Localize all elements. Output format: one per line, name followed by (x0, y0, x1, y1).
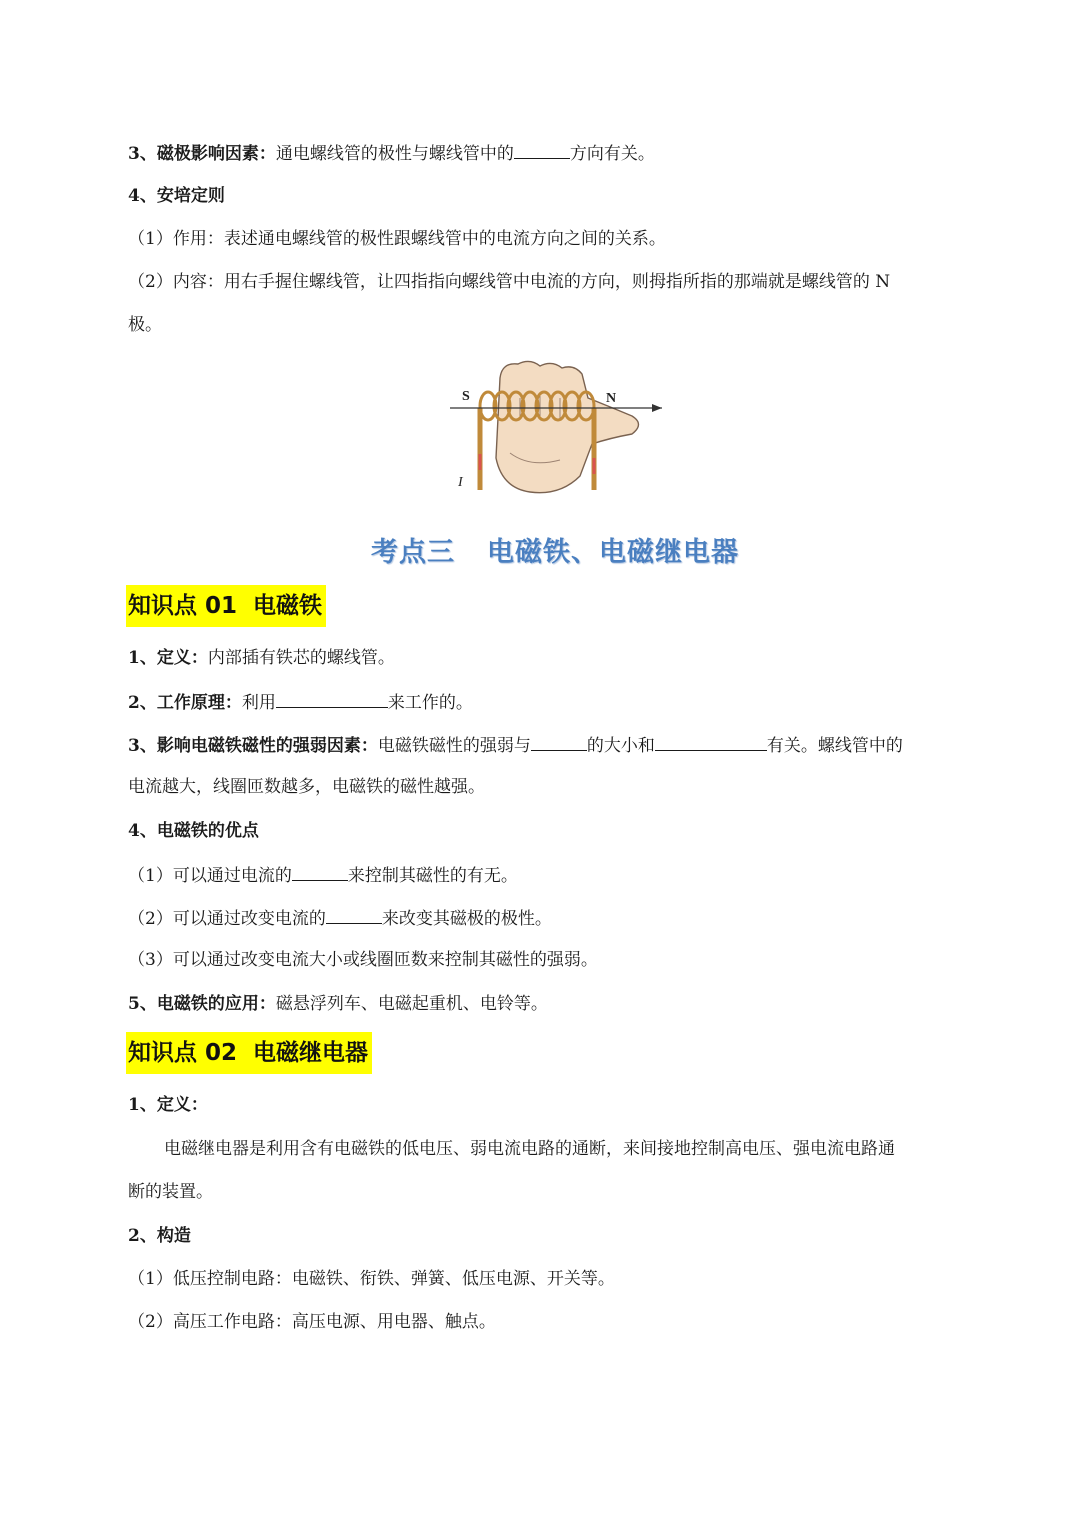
kp1-title-num: 01 (205, 593, 238, 619)
kp1-adv2-a: （2）可以通过改变电流的 (128, 909, 326, 929)
kp1-factor (128, 732, 903, 758)
kp1-title-a: 知识点 (128, 593, 206, 619)
section-title (0, 530, 1080, 569)
item3-paragraph (128, 140, 655, 166)
kp1-definition (128, 646, 395, 670)
kp2-title-num: 02 (205, 1040, 238, 1066)
item4-p2-line1: （2）内容：用右手握住螺线管，让四指指向螺线管中电流的方向，则拇指所指的那端就是螺线管的 N (128, 272, 891, 292)
kp1-adv-heading: 4、电磁铁的优点 (128, 821, 259, 841)
fill-blank[interactable] (514, 140, 570, 159)
kp1-factor-a: 电磁铁磁性的强弱与 (377, 736, 531, 756)
kp1-app-text: 磁悬浮列车、电磁起重机、电铃等。 (275, 994, 548, 1014)
kp1-principle-label: 2、工作原理： (128, 693, 242, 713)
kp2-title (126, 1032, 372, 1074)
kp1-application (128, 992, 548, 1016)
section-title-b: 电磁铁、电磁继电器 (487, 537, 739, 568)
item4-p1: （1）作用：表述通电螺线管的极性跟螺线管中的电流方向之间的关系。 (128, 229, 666, 249)
current-label: I (458, 475, 463, 490)
pole-s-label: S (462, 389, 470, 404)
kp1-def-label: 1、定义： (128, 648, 208, 668)
kp2-struct1: （1）低压控制电路：电磁铁、衔铁、弹簧、低压电源、开关等。 (128, 1269, 615, 1289)
section-title-a: 考点三 (371, 537, 455, 568)
kp1-adv1 (128, 862, 518, 888)
kp2-def-line2: 断的装置。 (128, 1182, 213, 1202)
kp2-struct-heading: 2、构造 (128, 1226, 191, 1246)
item3-text-b: 方向有关。 (569, 144, 655, 164)
item3-label: 3、磁极影响因素： (128, 144, 276, 164)
kp1-adv3: （3）可以通过改变电流大小或线圈匝数来控制其磁性的强弱。 (128, 950, 598, 970)
kp1-adv2 (128, 905, 552, 931)
kp1-factor-label: 3、影响电磁铁磁性的强弱因素： (128, 736, 378, 756)
kp1-app-label: 5、电磁铁的应用： (128, 994, 276, 1014)
kp2-title-a: 知识点 (128, 1040, 206, 1066)
pole-n-label: N (606, 391, 617, 406)
kp1-title (126, 585, 326, 627)
kp1-principle-a: 利用 (241, 693, 276, 713)
right-hand-rule-figure (440, 358, 670, 508)
kp1-adv2-b: 来改变其磁极的极性。 (381, 909, 552, 929)
hand-icon (496, 361, 639, 492)
solenoid-coil (480, 392, 594, 420)
kp1-def-text: 内部插有铁芯的螺线管。 (207, 648, 395, 668)
fill-blank[interactable] (276, 689, 388, 708)
kp1-title-b: 电磁铁 (237, 593, 323, 619)
kp1-principle (128, 689, 473, 715)
kp1-factor-c: 有关。螺线管中的 (766, 736, 903, 756)
fill-blank[interactable] (292, 862, 348, 881)
kp2-def-label: 1、定义： (128, 1095, 208, 1115)
item4-heading: 4、安培定则 (128, 186, 225, 206)
kp2-title-b: 电磁继电器 (237, 1040, 369, 1066)
kp2-def-line1: 电磁继电器是利用含有电磁铁的低电压、弱电流电路的通断，来间接地控制高电压、强电流电路通 (164, 1139, 895, 1159)
kp1-adv1-b: 来控制其磁性的有无。 (347, 866, 518, 886)
kp1-factor-line2: 电流越大，线圈匝数越多，电磁铁的磁性越强。 (128, 777, 485, 797)
item4-p2-line2: 极。 (128, 315, 162, 335)
kp2-struct2: （2）高压工作电路：高压电源、用电器、触点。 (128, 1312, 496, 1332)
kp1-factor-b: 的大小和 (586, 736, 655, 756)
fill-blank[interactable] (655, 732, 767, 751)
kp1-adv1-a: （1）可以通过电流的 (128, 866, 292, 886)
kp1-principle-b: 来工作的。 (387, 693, 473, 713)
item3-text-a: 通电螺线管的极性与螺线管中的 (275, 144, 514, 164)
fill-blank[interactable] (531, 732, 587, 751)
fill-blank[interactable] (326, 905, 382, 924)
